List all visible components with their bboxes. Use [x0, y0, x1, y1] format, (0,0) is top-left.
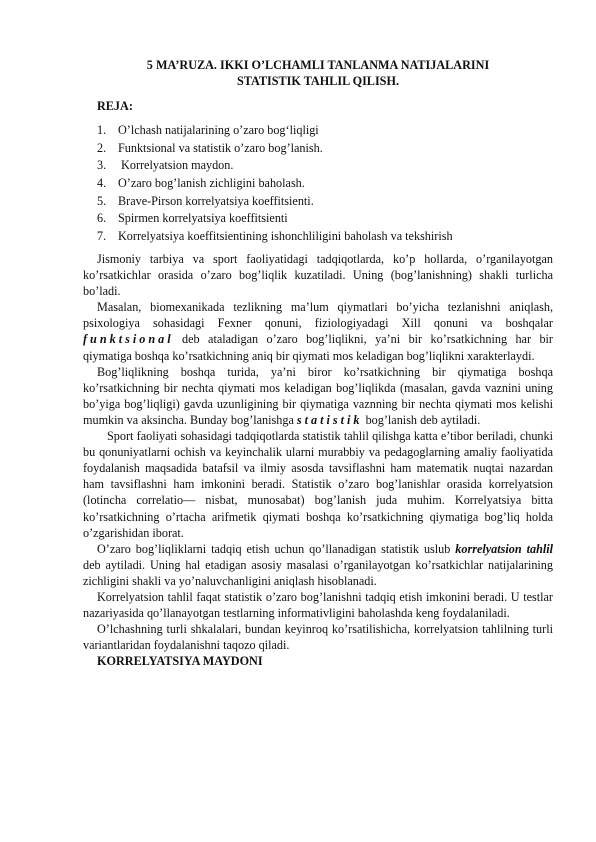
paragraph-1: Jismoniy tarbiya va sport faoliyatidagi tadqiqotlarda, ko’p hollarda, o’rganilayotgan ko’rsatkichlar orasida o’zaro bog’liqlik kuzatiladi. Uning (bog’lanishning) shakli turlicha bo’ladi.: [83, 252, 553, 299]
plan-item-number: 5.: [97, 193, 107, 208]
paragraph-5-text-a: O’zaro bog’liqliklarni tadqiq etish uchun qo’llanadigan statistik uslub: [97, 541, 456, 556]
plan-item: [97, 122, 537, 140]
plan-item-text: Korrelyatsiya koeffitsientining ishonchliligini baholash va tekshirish: [118, 229, 453, 244]
plan-item-text: Spirmen korrelyatsiya koeffitsienti: [118, 211, 288, 226]
plan-item-number: 6.: [97, 211, 107, 226]
plan-item-text: Brave-Pirson korrelyatsiya koeffitsienti.: [118, 193, 314, 208]
paragraph-3-text-b: bog’lanish deb aytiladi.: [362, 412, 481, 427]
plan-item-number: 2.: [97, 140, 107, 155]
plan-item-text: O’lchash natijalarining o’zaro bog‘liqligi: [118, 123, 319, 137]
plan-item: [97, 193, 537, 211]
lecture-title-line-2: STATISTIK TAHLIL QILISH.: [236, 74, 399, 88]
plan-item-text: Korrelyatsion maydon.: [118, 158, 234, 173]
paragraph-7: O’lchashning turli shkalalari, bundan keyinroq ko’rsatilishicha, korrelyatsion tahlilning turli variantlaridan foydalanishni taqozo qiladi.: [83, 622, 553, 653]
paragraph-5-text-b: deb aytiladi. Uning hal etadigan asosiy masalasi o’rganilayotgan ko’rsatkichlar natijalarining zichligini shakli va yo’naluvchanligini aniqlash hisoblanadi.: [83, 557, 553, 588]
paragraph-2-text-a: Masalan, biomexanikada tezlikning ma’lum qiymatlari bo’yicha tezlanishni aniqlash, psixologiya sohasidagi Fexner qonuni, fiziologiyadagi Xill qonuni va boshqalar: [83, 300, 553, 331]
paragraph-3: [83, 364, 553, 428]
plan-item-text: O’zaro bog’lanish zichligini baholash.: [118, 176, 305, 191]
term-funktsional: funktsional: [83, 332, 174, 347]
plan-item: [97, 210, 537, 228]
term-korrelyatsion-tahlil: korrelyatsion tahlil: [455, 541, 554, 556]
plan-item: [97, 140, 537, 158]
plan-item: [97, 228, 537, 246]
plan-item-text: Funktsional va statistik o’zaro bog’lanish.: [118, 140, 323, 155]
plan-item-number: 7.: [97, 229, 107, 244]
lecture-title: [88, 57, 548, 89]
paragraph-5: [83, 541, 553, 589]
paragraph-3-text-a: Bog’liqlikning boshqa turida, ya’ni biror ko’rsatkichning bir qiymatiga boshqa ko’rsatkichning bir nechta qiymati mos keladigan bog’liqlikda (masalan, gavda vaznini uning bo’yiga bog’liqligi) gavda uzunligining bir qiymatiga vaznning bir nechta qiymati mos kelishi mumkin va aksincha. Bunday bog’lanishga: [83, 364, 553, 427]
plan-label: REJA:: [97, 99, 133, 113]
paragraph-2-text-b: deb ataladigan o’zaro bog’liqlikni, ya’ni bir ko’rsatkichning har bir qiymatiga boshqa ko’rsatkichning aniq bir qiymati mos keladigan bog’liqlikni xarakterlaydi.: [83, 332, 553, 363]
plan-item: [97, 157, 537, 175]
plan-list: [97, 122, 537, 246]
plan-item-number: 3.: [97, 158, 107, 173]
section-heading: KORRELYATSIYA MAYDONI: [97, 654, 263, 669]
lecture-title-line-1: 5 MA’RUZA. IKKI O’LCHAMLI TANLANMA NATIJALARINI: [146, 58, 490, 72]
plan-item: [97, 175, 537, 193]
plan-item-number: 4.: [97, 176, 107, 191]
body-text: [83, 251, 553, 669]
term-statistik: statistik: [296, 412, 363, 427]
paragraph-2: [83, 299, 553, 363]
plan-item-number: 1.: [97, 123, 107, 137]
paragraph-6: Korrelyatsion tahlil faqat statistik o’zaro bog’lanishni tadqiq etish imkonini beradi. U testlar nazariyasida qo’llanayotgan testlarning informativligini baholashda keng foydalaniladi.: [83, 589, 553, 621]
paragraph-4: Sport faoliyati sohasidagi tadqiqotlarda statistik tahlil qilishga katta e’tibor beriladi, chunki bu qonuniyatlarni ochish va keyinchalik ularni murabbiy va pedagoglarning amaliy faoliyatida foydalanish maqsadida batafsil va ilmiy asosda tavsiflashni ham matematik nuqtai nazardan ham tavsiflashni ham imkonini beradi. Statistik o’zaro bog’lanishlar orasida korrelyatsion (lotincha correlatio— nisbat, munosabat) bog’lanish juda muhim. Korrelyatsiya bitta ko’rsatkichning o’rtacha arifmetik qiymati boshqa ko’rsatkichning qiymatiga bog’liq holda o’zgarishidan iborat.: [83, 429, 553, 540]
